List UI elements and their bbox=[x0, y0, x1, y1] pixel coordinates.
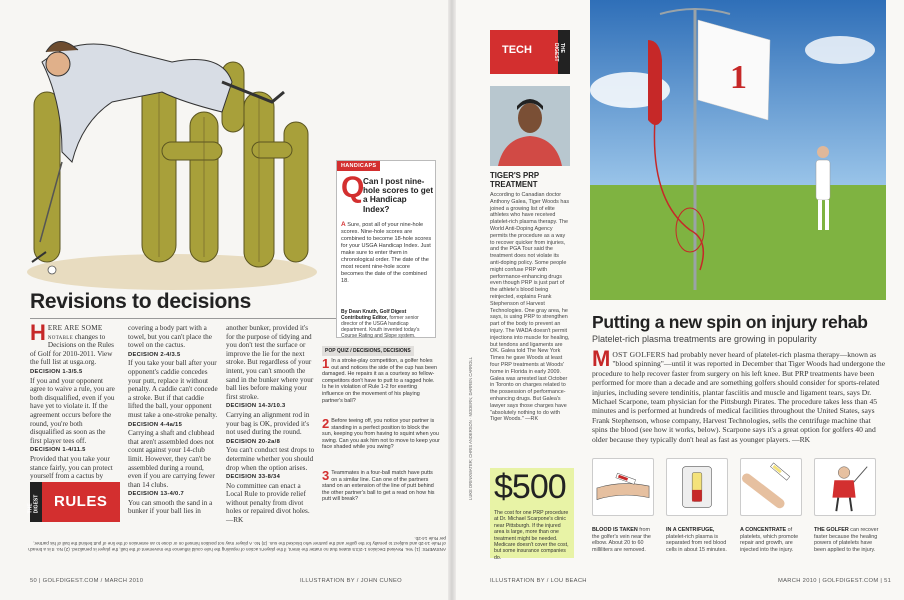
centrifuge-icon bbox=[666, 458, 728, 516]
decision-text: You can smooth the sand in a bunker if your ball lies in bbox=[128, 498, 213, 516]
decision-heading: DECISION 1-4/11.5 bbox=[30, 447, 86, 454]
arm-syringe-icon bbox=[592, 458, 654, 516]
price-text: The cost for one PRP procedure at Dr. Michael Scarpone's clinic near Pittsburgh. If the injured area is large, more than one treatment might be needed. Medicare doesn't cover the cost, but some insurance companies do. bbox=[494, 510, 569, 561]
handicaps-tag: HANDICAPS bbox=[337, 161, 380, 171]
tech-section-tab bbox=[490, 30, 570, 74]
tiger-woods-photo bbox=[490, 86, 570, 166]
step-golfer bbox=[814, 458, 880, 553]
tab-side-label: THE DIGEST bbox=[553, 43, 565, 62]
right-page bbox=[452, 0, 904, 600]
quiz-item: 2 Before teeing off, you notice your partner is standing in a perfect position to block the sun, keeping you from having to squint when you swing. Can you ask him not to move to keep your face shaded while you swing? bbox=[322, 416, 440, 451]
price-callout bbox=[490, 468, 574, 561]
dropcap: M bbox=[592, 346, 611, 371]
decision-text: No committee can enact a Local Rule to provide relief without penalty from divot holes or repaired divot holes. —RK bbox=[226, 481, 310, 525]
step-caption: THE GOLFER can recover faster because the healing powers of platelets have been applied to the injury. bbox=[814, 527, 879, 553]
article-column-1 bbox=[30, 320, 118, 482]
right-headline: Putting a new spin on injury rehab bbox=[592, 312, 868, 332]
sidebar-headline: TIGER'S PRP TREATMENT bbox=[490, 171, 539, 189]
answer-letter: A bbox=[341, 221, 346, 228]
right-deck: Platelet-rich plasma treatments are growing in popularity bbox=[592, 334, 817, 344]
body-lead: OST GOLFERS bbox=[612, 350, 666, 359]
step-caption: BLOOD IS TAKEN from the golfer's vein near the elbow. About 20 to 60 milliliters are removed. bbox=[592, 527, 651, 553]
intro-lead: ERE ARE SOME notable bbox=[47, 324, 103, 341]
dropcap: H bbox=[30, 320, 46, 345]
price-value: $500 bbox=[494, 468, 566, 506]
quiz-item: 1 In a stroke-play competition, a golfer holes out and notices the side of the cup has been damaged. He repairs it as a courtesy so fellow-competitors don't have to putt to a ragged hole. Is he in violation of Rule 1-2 for exerting influence on the movement of his playing partner's ball? bbox=[322, 356, 438, 404]
injection-icon bbox=[740, 458, 802, 516]
decision-heading: DECISION 1-3/5.5 bbox=[30, 368, 83, 375]
upside-down-answers: ANSWERS: (1) Yes. Revised Decision 1-2/3.5 states that no matter the intent, if the player's action of repairing the hole could influence the movement of the ball, the player is penalized. (2) No. It is a breach of Rule 14-2b and subject to penalty for the golfer and the partner who blocked the sun. (3) No. A player may not position himself on or close to an extension of the line of putt behind the ball of his partner, per Rule 14-2b. bbox=[28, 535, 446, 552]
body-text: had probably never heard of platelet-rich plasma therapy—known as "blood spinning"—until it was reported in December that Tiger Woods had undergone the procedure to help recover faster from surgery on his left knee. But PRP treatments have been performed for more than a decade and are something golfers should consider for sports-related injuries, including severe tendinitis, plantar fasciitis and muscle and ligament tears, says Dr. Michael Scarpone, team physician for the Pittsburgh Pirates. The procedure takes less than 45 minutes and is performed at hundreds of medical facilities throughout the United States, says Frank Stephenson, whose company, Harvest Technologies, sells the centrifuge machine that spins the blood (see how it works, below). Scarpone says it's a great option for golfers 40 and older because they typically don't heal as fast as younger players. —RK bbox=[592, 350, 886, 444]
intro-text: changes to Decisions on the Rules of Golf for 2010-2011. View the full list at usga.org. bbox=[30, 332, 114, 367]
decision-heading: DECISION 33-8/34 bbox=[226, 474, 281, 481]
step-caption: IN A CENTRIFUGE, platelet-rich plasma is separated from red blood cells in about 15 minutes. bbox=[666, 527, 727, 553]
left-folio: 50 | GOLFDIGEST.COM / MARCH 2010 bbox=[30, 578, 144, 584]
decision-heading: DECISION 2-4/3.5 bbox=[128, 351, 181, 358]
decision-text: another bunker, provided it's for the purpose of tidying and you don't test the surface or improve the lie for the next stroke. But regardless of your intent, you can't smooth the sand in the bunker where your ball lies before making your first stroke. bbox=[226, 324, 314, 401]
handicap-answer: A Sure, post all of your nine-hole scores. Nine-hole scores are combined to become 18-hole scores for your USGA Handicap Index. Just make sure to enter them in chronological order. The date of the most recent nine-hole score becomes the date of the combined 18. bbox=[341, 221, 432, 284]
step-caption: A CONCENTRATE of platelets, which promote repair and growth, are injected into the injury. bbox=[740, 527, 799, 553]
decision-text: Carrying a shaft and clubhead that aren't assembled does not count against your 14-club limit. However, they can't be assembled during a round, even if you are carrying fewer than 14 clubs. bbox=[128, 429, 215, 489]
photo-credit: LUKE DRINKWATER; CHRIS ANDERSON · MODERN; DARREN CARROLL bbox=[468, 356, 473, 500]
cactus-golfer-illustration bbox=[22, 22, 322, 290]
decision-text: If you take your ball after your opponent's caddie concedes your putt, replace it without penalty. A caddie can't concede a stroke. But if that caddie lifted the ball, your opponent must take a one-stroke penalty. bbox=[128, 359, 218, 419]
decision-heading: DECISION 14-3/10.3 bbox=[226, 403, 286, 410]
quiz-tag: POP QUIZ / DECISIONS, DECISIONS bbox=[322, 346, 414, 356]
quiz-item: 3 Teammates in a four-ball match have putts on a similar line. Can one of the partners stand on an extension of the line of putt behind the other partner's ball to get a read on how his putt will break? bbox=[322, 468, 435, 503]
decision-text: Carrying an alignment rod in your bag is OK, provided it's not used during the round. bbox=[226, 410, 310, 437]
how-it-works-steps bbox=[592, 458, 888, 568]
decision-heading: DECISION 13-4/0.7 bbox=[128, 491, 185, 498]
decision-text: covering a body part with a towel, but you can't place the towel on the cactus. bbox=[128, 324, 212, 350]
right-body bbox=[592, 346, 888, 444]
decision-text: Provided that you take your stance fairly, you can protect yourself from a cactus by bbox=[30, 454, 113, 481]
decision-heading: DECISION 20-2a/8 bbox=[226, 438, 281, 445]
step-concentrate bbox=[740, 458, 806, 553]
decision-heading: DECISION 4-4a/15 bbox=[128, 421, 183, 428]
badge-side-label: THE DIGEST bbox=[27, 494, 40, 514]
hero-illustration bbox=[590, 0, 886, 300]
pop-quiz bbox=[322, 346, 442, 526]
golfer-icon bbox=[814, 458, 876, 516]
badge-label: RULES bbox=[54, 493, 108, 510]
decision-text: You can't conduct test drops to determine whether you should drop when the option arises. bbox=[226, 446, 315, 472]
handicaps-box bbox=[336, 160, 436, 338]
step-blood-drawn bbox=[592, 458, 658, 553]
article-column-2 bbox=[128, 324, 218, 517]
intro-paragraph bbox=[30, 320, 118, 367]
spine-gutter bbox=[448, 0, 456, 600]
decision-text: If you and your opponent agree to waive a rule, you are both disqualified, even if you have yet to violate it. If the agreement occurs before the round, you're both disqualified as soon as the first player tees off. bbox=[30, 376, 115, 445]
question-letter: Q bbox=[341, 171, 365, 204]
sidebar-body: According to Canadian doctor Anthony Galea, Tiger Woods has joined a growing list of elite athletes who have received platelet-rich plasma therapy. The World Anti-Doping Agency permits the procedure as a way to recover quicker from injuries, and the PGA Tour said the treatment does not violate its anti-doping policy. Some people might confuse PRP with performance-enhancing drugs even though PRP is just part of the athlete's blood being reinjected, explains Frank Stephenson of Harvest Technologies. One gray area, he says, is using PRP to strengthen part of the body to prevent an injury. The WADA doesn't permit injections into muscle for healing, but tendons and ligaments are OK. Galea told The New York Times he gave Woods at least four PRP treatments at Woods' home in Florida in early 2009. Galea was arrested last October in Toronto on charges related to the possession of performance-enhancing drugs. But Galea's lawyer says those charges have "absolutely nothing to do with Tiger Woods." —RK bbox=[490, 192, 570, 423]
right-illustration-credit: ILLUSTRATION BY / LOU BEACH bbox=[490, 578, 587, 584]
handicap-question: Can I post nine-hole scores to get a Handicap Index? bbox=[363, 177, 434, 214]
left-headline: Revisions to decisions bbox=[30, 290, 251, 313]
left-illustration-credit: ILLUSTRATION BY / JOHN CUNEO bbox=[300, 578, 402, 584]
step-centrifuge bbox=[666, 458, 732, 553]
article-column-3 bbox=[226, 324, 316, 526]
rules-section-badge bbox=[27, 482, 120, 522]
right-folio: MARCH 2010 | GOLFDIGEST.COM | 51 bbox=[778, 578, 892, 584]
handicap-credit: By Dean Knuth, Golf Digest Contributing Editor, former senior director of the USGA handicap department. Knuth invented today's Course Rating and Slope system. bbox=[341, 309, 420, 339]
tab-label: TECH bbox=[502, 44, 532, 56]
flag-number: 1 bbox=[730, 59, 747, 96]
